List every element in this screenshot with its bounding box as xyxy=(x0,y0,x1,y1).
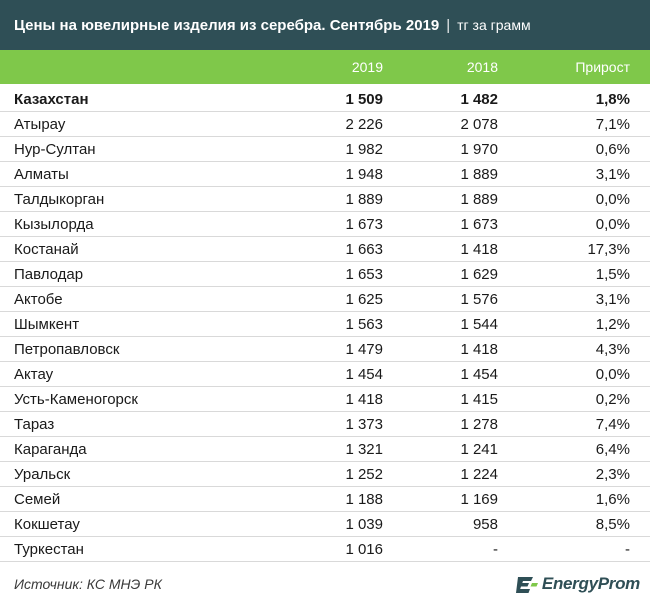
growth-cell: 0,0% xyxy=(595,216,630,233)
region-cell: Актау xyxy=(14,366,54,383)
growth-cell: 0,6% xyxy=(595,141,630,158)
growth-cell: 1,2% xyxy=(595,316,630,333)
region-cell: Уральск xyxy=(14,466,71,483)
value-2019-cell: 1 418 xyxy=(345,391,383,408)
table-row xyxy=(0,262,650,287)
region-cell: Алматы xyxy=(14,166,69,183)
growth-cell: 6,4% xyxy=(595,441,630,458)
table-body xyxy=(0,87,650,562)
value-2018-cell: 1 544 xyxy=(460,316,498,333)
value-2019-cell: 2 226 xyxy=(345,116,383,133)
title-bar xyxy=(0,0,650,50)
region-cell: Семей xyxy=(14,491,61,508)
value-2018-cell: 1 418 xyxy=(460,241,498,258)
table-row xyxy=(0,212,650,237)
region-cell: Нур-Султан xyxy=(14,141,96,158)
region-cell: Талдыкорган xyxy=(14,191,105,208)
value-2018-cell: 1 415 xyxy=(460,391,498,408)
growth-cell: 1,8% xyxy=(595,91,630,108)
growth-cell: 7,4% xyxy=(595,416,630,433)
value-2018-cell: 1 224 xyxy=(460,466,498,483)
value-2018-cell: 1 970 xyxy=(460,141,498,158)
value-2018-cell: 2 078 xyxy=(460,116,498,133)
value-2019-cell: 1 653 xyxy=(345,266,383,283)
growth-cell: 3,1% xyxy=(595,291,630,308)
brand-name: EnergyProm xyxy=(541,574,640,593)
region-cell: Павлодар xyxy=(14,266,84,283)
growth-cell: 7,1% xyxy=(595,116,630,133)
value-2018-cell: 1 889 xyxy=(460,191,498,208)
title-unit: тг за грамм xyxy=(457,17,531,33)
table-row xyxy=(0,487,650,512)
region-cell: Костанай xyxy=(14,241,79,258)
value-2019-cell: 1 454 xyxy=(345,366,383,383)
growth-cell: 0,0% xyxy=(595,366,630,383)
value-2018-cell: 1 278 xyxy=(460,416,498,433)
value-2019-cell: 1 016 xyxy=(345,541,383,558)
value-2019-cell: 1 982 xyxy=(345,141,383,158)
table-row xyxy=(0,387,650,412)
value-2019-cell: 1 509 xyxy=(345,91,383,108)
table-row xyxy=(0,512,650,537)
region-cell: Кокшетау xyxy=(14,516,80,533)
title-separator: | xyxy=(446,16,451,34)
value-2019-cell: 1 663 xyxy=(345,241,383,258)
region-cell: Туркестан xyxy=(14,541,84,558)
growth-cell: 8,5% xyxy=(595,516,630,533)
table-row-total xyxy=(0,87,650,112)
table-row xyxy=(0,362,650,387)
header-2019: 2019 xyxy=(351,59,383,75)
growth-cell: 3,1% xyxy=(595,166,630,183)
value-2018-cell: 1 673 xyxy=(460,216,498,233)
value-2019-cell: 1 889 xyxy=(345,191,383,208)
table-row xyxy=(0,137,650,162)
growth-cell: 4,3% xyxy=(595,341,630,358)
table-row xyxy=(0,187,650,212)
growth-cell: 0,0% xyxy=(595,191,630,208)
region-cell: Казахстан xyxy=(14,91,89,108)
growth-cell: 0,2% xyxy=(595,391,630,408)
growth-cell: 17,3% xyxy=(587,241,630,258)
table-row xyxy=(0,162,650,187)
brand xyxy=(516,570,640,598)
region-cell: Актобе xyxy=(14,291,63,308)
value-2019-cell: 1 563 xyxy=(345,316,383,333)
region-cell: Караганда xyxy=(14,441,87,458)
value-2019-cell: 1 321 xyxy=(345,441,383,458)
value-2018-cell: 1 418 xyxy=(460,341,498,358)
table-row xyxy=(0,437,650,462)
table-row xyxy=(0,287,650,312)
energyprom-logo-icon xyxy=(516,573,538,595)
value-2018-cell: 1 889 xyxy=(460,166,498,183)
value-2018-cell: 1 241 xyxy=(460,441,498,458)
value-2019-cell: 1 373 xyxy=(345,416,383,433)
header-growth: Прирост xyxy=(575,59,630,75)
table-row xyxy=(0,537,650,562)
region-cell: Шымкент xyxy=(14,316,80,333)
value-2018-cell: 1 482 xyxy=(460,91,498,108)
value-2019-cell: 1 948 xyxy=(345,166,383,183)
table-row xyxy=(0,462,650,487)
value-2018-cell: 1 576 xyxy=(460,291,498,308)
table-row xyxy=(0,237,650,262)
table-row xyxy=(0,112,650,137)
value-2019-cell: 1 673 xyxy=(345,216,383,233)
growth-cell: 1,5% xyxy=(595,266,630,283)
region-cell: Петропавловск xyxy=(14,341,120,358)
region-cell: Тараз xyxy=(14,416,55,433)
region-cell: Усть-Каменогорск xyxy=(14,391,138,408)
value-2018-cell: 1 169 xyxy=(460,491,498,508)
header-2018: 2018 xyxy=(466,59,498,75)
region-cell: Атырау xyxy=(14,116,66,133)
value-2019-cell: 1 039 xyxy=(345,516,383,533)
growth-cell: - xyxy=(625,541,630,558)
table-row xyxy=(0,312,650,337)
source-note: Источник: КС МНЭ РК xyxy=(14,576,162,592)
table-row xyxy=(0,412,650,437)
value-2018-cell: 1 629 xyxy=(460,266,498,283)
value-2019-cell: 1 625 xyxy=(345,291,383,308)
value-2019-cell: 1 252 xyxy=(345,466,383,483)
value-2018-cell: - xyxy=(493,541,498,558)
value-2019-cell: 1 188 xyxy=(345,491,383,508)
value-2018-cell: 958 xyxy=(472,516,498,533)
growth-cell: 2,3% xyxy=(595,466,630,483)
table-row xyxy=(0,337,650,362)
value-2018-cell: 1 454 xyxy=(460,366,498,383)
table-title: Цены на ювелирные изделия из серебра. Сентябрь 2019 xyxy=(14,16,440,34)
value-2019-cell: 1 479 xyxy=(345,341,383,358)
table-header xyxy=(0,50,650,84)
growth-cell: 1,6% xyxy=(595,491,630,508)
region-cell: Кызылорда xyxy=(14,216,94,233)
